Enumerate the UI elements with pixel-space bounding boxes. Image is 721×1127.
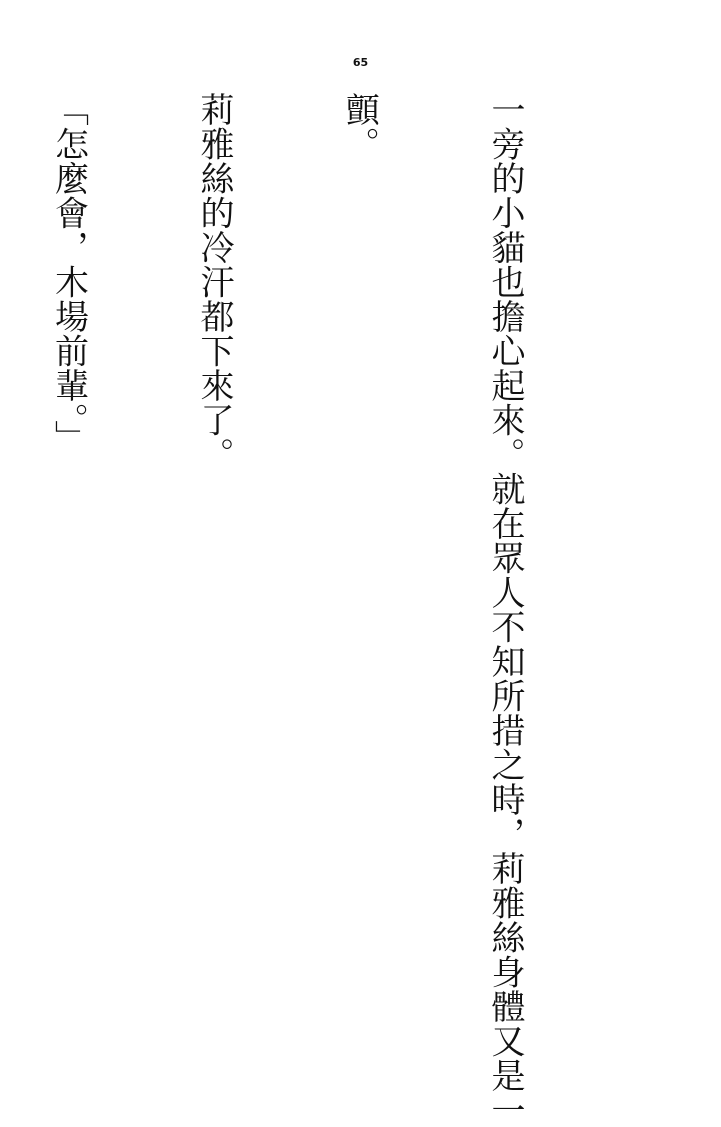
text-line: 顫。 xyxy=(339,92,380,161)
text-line: 一旁的小貓也擔心起來。就在眾人不知所措之時，莉雅絲身體又是一 xyxy=(485,92,525,1127)
page-number: 65 xyxy=(352,56,369,69)
vertical-text-block xyxy=(0,92,626,1127)
text-line: 莉雅絲的冷汗都下來了。 xyxy=(194,92,234,472)
text-line: 「怎麼會，木場前輩。」 xyxy=(48,92,89,455)
